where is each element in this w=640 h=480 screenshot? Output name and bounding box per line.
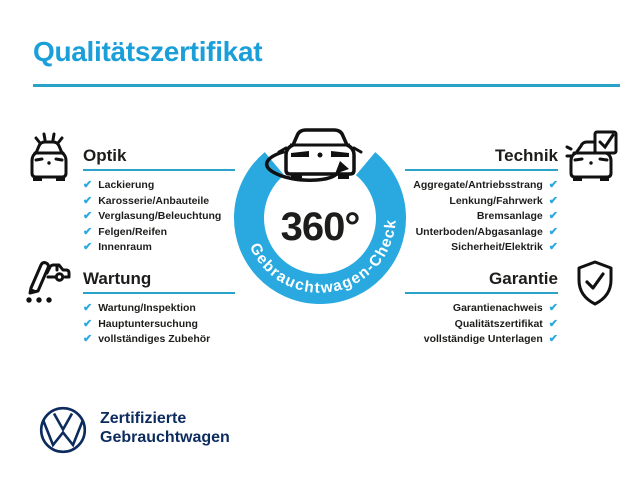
check-icon: ✔ xyxy=(83,179,93,191)
check-item xyxy=(405,317,558,333)
check-item xyxy=(405,332,558,348)
check-item-label: vollständige Unterlagen xyxy=(423,333,543,345)
check-icon: ✔ xyxy=(83,241,93,253)
car-headlights-icon xyxy=(26,129,72,181)
check-item-label: Karosserie/Anbauteile xyxy=(98,194,210,207)
check-item xyxy=(83,194,235,210)
check-item-label: Bremsanlage xyxy=(476,210,543,222)
section-wartung-divider xyxy=(83,292,235,294)
section-wartung-list xyxy=(83,301,235,348)
section-garantie xyxy=(405,269,558,348)
check-item xyxy=(83,301,235,317)
section-optik-list xyxy=(83,178,235,256)
check-item-label: Felgen/Reifen xyxy=(98,225,168,238)
vw-logo xyxy=(38,405,88,455)
check-icon: ✔ xyxy=(83,317,93,330)
check-item xyxy=(405,240,558,256)
check-item xyxy=(405,209,558,225)
section-optik xyxy=(83,146,235,256)
check-item-label: Sicherheit/Elektrik xyxy=(451,241,543,253)
check-item xyxy=(83,178,235,194)
footer-claim-line1: Zertifizierte xyxy=(100,410,187,427)
section-technik-divider xyxy=(405,169,558,171)
section-optik-divider xyxy=(83,169,235,171)
page-title: Qualitätszertifikat xyxy=(33,36,263,67)
check-icon: ✔ xyxy=(83,225,93,238)
check-item-label: Unterboden/Abgasanlage xyxy=(415,225,543,238)
section-garantie-heading: Garantie xyxy=(489,269,558,288)
section-technik xyxy=(405,146,558,256)
check-icon: ✔ xyxy=(548,225,558,238)
check-icon: ✔ xyxy=(83,302,93,314)
pen-car-checklist-icon xyxy=(21,257,71,305)
check-icon: ✔ xyxy=(548,333,558,345)
car-checkbox-icon xyxy=(565,130,619,182)
check-icon: ✔ xyxy=(83,194,93,207)
check-item xyxy=(83,209,235,225)
check-item-label: Hauptuntersuchung xyxy=(98,317,198,330)
check-item-label: Lackierung xyxy=(98,179,155,191)
check-item xyxy=(405,194,558,210)
check-item-label: Garantienachweis xyxy=(452,302,543,314)
check-item-label: Wartung/Inspektion xyxy=(98,302,196,314)
check-icon: ✔ xyxy=(83,333,93,345)
shield-check-icon xyxy=(572,259,618,307)
check-item-label: Innenraum xyxy=(98,241,152,253)
check-icon: ✔ xyxy=(548,179,558,191)
check-item xyxy=(405,301,558,317)
check-icon: ✔ xyxy=(548,241,558,253)
section-wartung xyxy=(83,269,235,348)
ring-label: Gebrauchtwagen-Check xyxy=(245,217,400,297)
footer-claim-line2: Gebrauchtwagen xyxy=(100,429,230,446)
section-optik-heading: Optik xyxy=(83,146,127,165)
header-divider xyxy=(33,84,620,87)
section-technik-list xyxy=(405,178,558,256)
check-item xyxy=(405,178,558,194)
degrees-label: 360° xyxy=(280,205,360,249)
check-icon: ✔ xyxy=(83,210,93,222)
check-item xyxy=(83,317,235,333)
check-item-label: Verglasung/Beleuchtung xyxy=(98,210,222,222)
section-garantie-divider xyxy=(405,292,558,294)
check-item xyxy=(83,332,235,348)
footer-claim xyxy=(100,409,230,447)
section-garantie-list xyxy=(405,301,558,348)
check-item xyxy=(83,240,235,256)
section-technik-heading: Technik xyxy=(495,146,558,165)
check-item xyxy=(405,225,558,241)
check-icon: ✔ xyxy=(548,210,558,222)
check-item-label: vollständiges Zubehör xyxy=(98,333,211,345)
check-icon: ✔ xyxy=(548,317,558,330)
check-item-label: Aggregate/Antriebsstrang xyxy=(413,179,543,191)
check-item-label: Qualitätszertifikat xyxy=(454,317,543,330)
check-icon: ✔ xyxy=(548,302,558,314)
section-wartung-heading: Wartung xyxy=(83,269,152,288)
check-item xyxy=(83,225,235,241)
check-icon: ✔ xyxy=(548,194,558,207)
check-item-label: Lenkung/Fahrwerk xyxy=(449,194,543,207)
360-check-badge xyxy=(225,118,415,310)
